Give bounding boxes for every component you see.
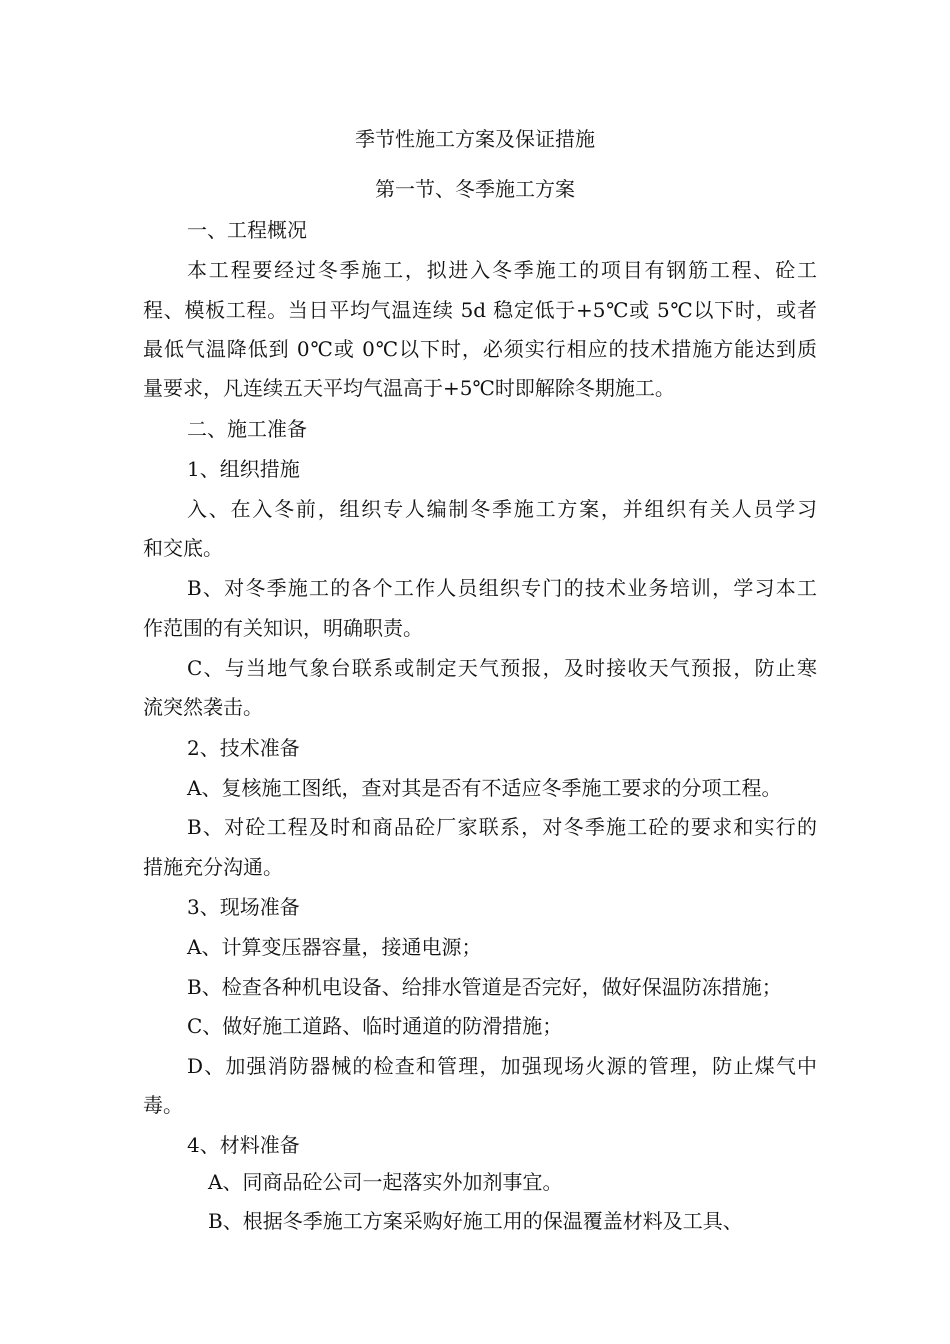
heading-technical: 2、技术准备: [187, 736, 300, 760]
heading-organization: 1、组织措施: [187, 457, 300, 481]
site-a: A、计算变压器容量，接通电源；: [187, 935, 482, 959]
heading-project-overview: 一、工程概况: [187, 218, 307, 242]
tech-b-line-2: 措施充分沟通。: [143, 855, 283, 879]
heading-preparation: 二、施工准备: [187, 417, 307, 441]
section-title: 第一节、冬季施工方案: [375, 177, 575, 201]
org-b-line-1: B、对冬季施工的各个工作人员组织专门的技术业务培训，学习本工: [187, 576, 817, 600]
org-b-line-2: 作范围的有关知识，明确职责。: [143, 616, 423, 640]
overview-line-1: 本工程要经过冬季施工，拟进入冬季施工的项目有钢筋工程、砼工: [187, 258, 817, 282]
tech-a: A、复核施工图纸，查对其是否有不适应冬季施工要求的分项工程。: [187, 776, 782, 800]
heading-material: 4、材料准备: [187, 1133, 300, 1157]
overview-line-4: 量要求，凡连续五天平均气温高于+5℃时即解除冬期施工。: [143, 376, 675, 400]
overview-line-3: 最低气温降低到 0℃或 0℃以下时，必须实行相应的技术措施方能达到质: [143, 337, 817, 361]
org-c-line-2: 流突然袭击。: [143, 695, 263, 719]
org-c-line-1: C、与当地气象台联系或制定天气预报，及时接收天气预报，防止寒: [187, 656, 817, 680]
site-d-line-2: 毒。: [143, 1093, 183, 1117]
org-a-line-2: 和交底。: [143, 536, 223, 560]
site-c: C、做好施工道路、临时通道的防滑措施；: [187, 1014, 563, 1038]
material-b: B、根据冬季施工方案采购好施工用的保温覆盖材料及工具、: [208, 1209, 743, 1233]
site-d-line-1: D、加强消防器械的检查和管理，加强现场火源的管理，防止煤气中: [187, 1054, 817, 1078]
org-a-line-1: 入、在入冬前，组织专人编制冬季施工方案，并组织有关人员学习: [187, 497, 817, 521]
material-a: A、同商品砼公司一起落实外加剂事宜。: [208, 1170, 563, 1194]
document-title: 季节性施工方案及保证措施: [355, 127, 595, 151]
site-b: B、检查各种机电设备、给排水管道是否完好，做好保温防冻措施；: [187, 975, 782, 999]
overview-line-2: 程、模板工程。当日平均气温连续 5d 稳定低于+5℃或 5℃以下时，或者: [143, 298, 817, 322]
tech-b-line-1: B、对砼工程及时和商品砼厂家联系，对冬季施工砼的要求和实行的: [187, 815, 817, 839]
heading-site: 3、现场准备: [187, 895, 300, 919]
